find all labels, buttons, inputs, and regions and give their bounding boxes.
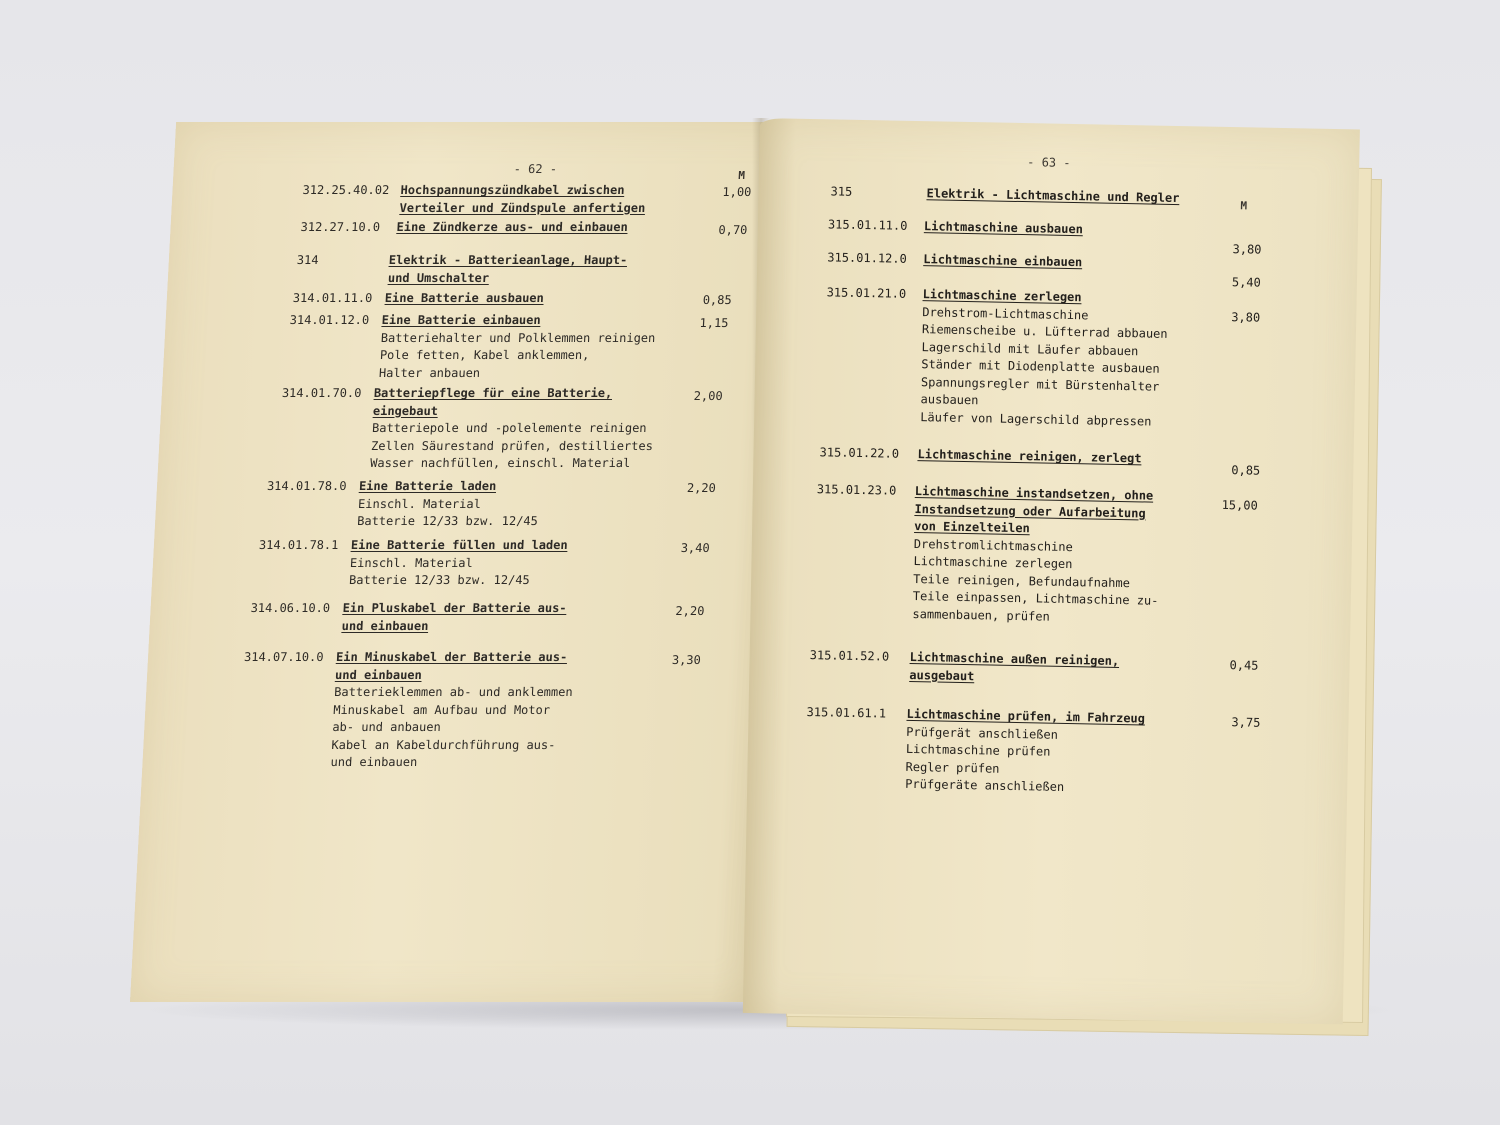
entry-title: Ein Minuskabel der Batterie aus-: [335, 650, 568, 664]
entry-price: 1,15: [699, 316, 729, 330]
entry-title: Lichtmaschine außen reinigen,: [909, 649, 1120, 668]
entry-title: und Umschalter: [387, 270, 490, 285]
entry-title: Eine Zündkerze aus- und einbauen: [396, 220, 629, 234]
entry-detail: Batterie 12/33 bzw. 12/45: [356, 514, 539, 528]
entry-detail: und einbauen: [330, 755, 418, 769]
entry-body: [387, 252, 627, 287]
entry-title: und einbauen: [334, 667, 423, 682]
right-page-content: [743, 118, 1360, 1024]
entry-detail: ausbauen: [920, 392, 979, 408]
entry-code: 315.01.22.0: [819, 445, 900, 461]
entry-title: Elektrik - Lichtmaschine und Regler: [926, 186, 1180, 206]
entry-detail: Riemenscheibe u. Lüfterrad abbauen: [921, 322, 1168, 341]
entry-price: 3,75: [1231, 715, 1261, 730]
entry-detail: Teile einpassen, Lichtmaschine zu-: [912, 589, 1159, 608]
entry-code: 314.01.78.0: [266, 479, 347, 493]
entry-code: 314.01.70.0: [281, 386, 362, 400]
entry-body: [923, 251, 1082, 272]
page-number: - 62 -: [513, 162, 558, 176]
entry-title: Lichtmaschine einbauen: [923, 252, 1083, 270]
entry-code: 314.07.10.0: [243, 650, 324, 664]
entry-title: Lichtmaschine ausbauen: [923, 219, 1084, 237]
entry-body: [909, 649, 1119, 688]
left-page-content: [130, 122, 808, 1002]
entry-body: [926, 185, 1179, 207]
entry-code: 315.01.21.0: [826, 285, 907, 301]
entry-price: 5,40: [1231, 275, 1261, 290]
entry-price: 3,30: [671, 653, 702, 667]
entry-body: [341, 600, 567, 635]
entry-title: von Einzelteilen: [914, 519, 1030, 536]
entry-title: Hochspannungszündkabel zwischen: [400, 183, 625, 197]
entry-code: 314.01.12.0: [289, 313, 370, 327]
entry-body: [920, 286, 1168, 431]
entry-detail: Einschl. Material: [357, 496, 482, 511]
entry-body: [384, 290, 544, 308]
entry-price: 2,20: [686, 481, 717, 495]
entry-title: Lichtmaschine instandsetzen, ohne: [914, 484, 1154, 503]
entry-code: 312.25.40.02: [302, 183, 390, 197]
entry-code: 315.01.52.0: [809, 648, 890, 664]
entry-detail: Prüfgeräte anschließen: [905, 776, 1065, 794]
entry-price: 3,40: [680, 541, 711, 555]
entry-price: 15,00: [1221, 497, 1258, 513]
entry-price: 0,85: [1231, 463, 1261, 478]
entry-detail: Regler prüfen: [905, 759, 1000, 776]
entry-price: 3,80: [1231, 310, 1261, 325]
entry-price: 0,70: [718, 223, 748, 237]
entry-title: Eine Batterie füllen und laden: [350, 538, 569, 552]
entry-title: Lichtmaschine prüfen, im Fahrzeug: [906, 706, 1146, 726]
entry-title: Verteiler und Zündspule anfertigen: [399, 200, 646, 215]
entry-title: ausgebaut: [909, 667, 975, 683]
entry-code: 315.01.61.1: [806, 705, 887, 721]
entry-code: 314.01.11.0: [292, 291, 373, 305]
entry-code: 314.01.78.1: [258, 538, 339, 552]
entry-code: 314: [296, 253, 319, 267]
entry-title: Eine Batterie ausbauen: [384, 291, 545, 305]
entry-code: 315.01.23.0: [816, 482, 897, 498]
currency-header: M: [1240, 199, 1248, 213]
entry-body: [917, 446, 1141, 468]
entry-price: 0,85: [702, 293, 733, 307]
entry-price: 3,80: [1232, 242, 1262, 257]
entry-detail: Lichtmaschine prüfen: [905, 741, 1051, 759]
entry-body: [396, 219, 628, 237]
entry-detail: Wasser nachfüllen, einschl. Material: [369, 456, 631, 470]
entry-title: Elektrik - Batterieanlage, Haupt-: [388, 253, 628, 267]
entry-title: Instandsetzung oder Aufarbeitung: [914, 501, 1146, 520]
entry-code: 312.27.10.0: [300, 220, 381, 234]
entry-code: 314.06.10.0: [250, 601, 331, 615]
entry-detail: Teile reinigen, Befundaufnahme: [913, 571, 1131, 590]
currency-header: M: [737, 169, 746, 182]
entry-title: Eine Batterie einbauen: [381, 313, 542, 327]
entry-detail: Halter anbauen: [378, 365, 481, 380]
entry-detail: Batterie 12/33 bzw. 12/45: [348, 573, 531, 587]
entry-detail: Drehstrom-Lichtmaschine: [922, 304, 1089, 322]
entry-detail: Zellen Säurestand prüfen, destilliertes: [370, 438, 654, 453]
entry-detail: Minuskabel am Aufbau und Motor: [332, 702, 551, 717]
entry-detail: Drehstromlichtmaschine: [913, 536, 1073, 554]
entry-body: [349, 537, 569, 590]
entry-title: eingebaut: [372, 403, 439, 418]
entry-detail: ab- und anbauen: [332, 720, 442, 734]
entry-detail: Ständer mit Diodenplatte ausbauen: [921, 357, 1160, 376]
page-number: - 63 -: [1027, 155, 1071, 170]
entry-title: Batteriepflege für eine Batterie,: [373, 386, 613, 400]
right-page: [743, 118, 1360, 1024]
entry-detail: Batterieklemmen ab- und anklemmen: [333, 685, 574, 699]
entry-body: [357, 478, 540, 531]
entry-detail: Spannungsregler mit Bürstenhalter: [920, 374, 1160, 394]
entry-body: [924, 218, 1083, 239]
entry-detail: Prüfgerät anschließen: [906, 724, 1059, 742]
left-page: [130, 122, 808, 1002]
entry-code: 315: [830, 184, 853, 199]
entry-detail: Läufer von Lagerschild abpressen: [920, 409, 1152, 429]
entry-detail: Batteriepole und -polelemente reinigen: [371, 421, 647, 435]
entry-body: [330, 649, 575, 772]
entry-title: Eine Batterie laden: [358, 479, 497, 493]
entry-price: 2,00: [693, 389, 724, 403]
entry-price: 0,45: [1229, 658, 1259, 673]
entry-detail: Einschl. Material: [349, 555, 474, 570]
entry-body: [905, 706, 1145, 798]
entry-body: [399, 182, 646, 217]
entry-title: Lichtmaschine zerlegen: [922, 287, 1082, 305]
entry-price: 2,20: [675, 604, 705, 618]
entry-detail: Batteriehalter und Polklemmen reinigen: [380, 330, 656, 345]
entry-title: Ein Pluskabel der Batterie aus-: [342, 601, 567, 615]
entry-detail: Lagerschild mit Läufer abbauen: [921, 339, 1139, 358]
entry-detail: Lichtmaschine zerlegen: [913, 554, 1073, 572]
entry-code: 315.01.11.0: [827, 217, 908, 233]
entry-detail: Kabel an Kabeldurchführung aus-: [331, 737, 556, 752]
entry-body: [378, 312, 656, 382]
entry-body: [370, 385, 656, 473]
entry-detail: Pole fetten, Kabel anklemmen,: [379, 348, 590, 362]
entry-code: 315.01.12.0: [827, 250, 907, 266]
entry-title: und einbauen: [341, 618, 429, 633]
entry-price: 1,00: [722, 185, 752, 199]
entry-body: [912, 483, 1160, 628]
entry-title: Lichtmaschine reinigen, zerlegt: [917, 447, 1142, 466]
entry-detail: sammenbauen, prüfen: [912, 606, 1050, 624]
